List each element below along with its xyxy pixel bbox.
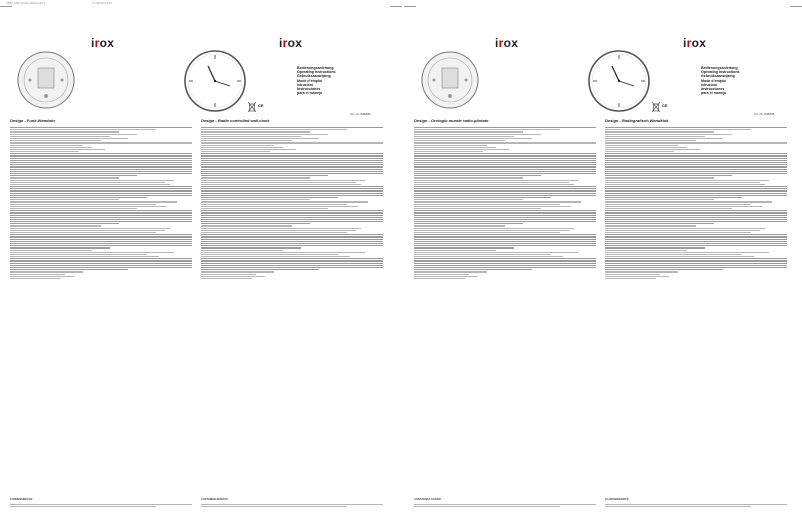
article-number: Art.-Nr. 838808 [754, 112, 775, 116]
footer-text-left [414, 503, 596, 508]
section-heading-right: Design - Radiografisch Wandklok [605, 118, 669, 123]
footer-label-right: KLANTENSERVICE [605, 498, 629, 501]
text-column-left [414, 126, 596, 280]
clock-back-illustration [420, 50, 480, 110]
irox-logo: irox [91, 36, 115, 50]
footer-text-left [10, 503, 192, 508]
section-heading-right: Design - Radio controlled wall clock [201, 118, 270, 123]
footer-text-right [605, 503, 787, 508]
section-heading-left: Design - Orologio murale radio-pilotato [414, 118, 489, 123]
weee-bin-icon [652, 102, 660, 112]
footer-label-left: KUNDENSERVICE [10, 498, 33, 501]
ce-mark: CE [258, 103, 264, 108]
article-number: Art.-Nr. 838808 [350, 112, 371, 116]
text-column-right [201, 126, 383, 280]
crop-mark [390, 6, 402, 7]
wall-clock-illustration [588, 50, 650, 112]
irox-logo: irox [683, 36, 707, 50]
print-meta-right: 17.08.15 13:47 [92, 1, 113, 5]
footer-label-right: CUSTOMER SERVICE [201, 498, 228, 501]
crop-mark [790, 6, 802, 7]
footer-label-left: ASSISTENZA CLIENTI [414, 498, 442, 501]
language-titles: Bedienungsanleitung Operating Instructions Gebruiksaanwijzing Mode d’emploi Istruzioni Instrucciones para el manejo [297, 66, 336, 96]
print-meta-left: 7552_IWK Quart 2015.indd 1 [6, 1, 45, 5]
manual-page-2 [410, 20, 796, 510]
section-heading-left: Design - Funk-Wanduhr [10, 118, 56, 123]
weee-bin-icon [248, 102, 256, 112]
language-titles: Bedienungsanleitung Operating Instructions Gebruiksaanwijzing Mode d’emploi Istruzioni Instrucciones para el manejo [701, 66, 740, 96]
text-column-left [10, 126, 192, 280]
text-column-right [605, 126, 787, 280]
crop-mark [0, 6, 12, 7]
crop-mark [404, 6, 416, 7]
footer-text-right [201, 503, 383, 508]
wall-clock-illustration [184, 50, 246, 112]
manual-page-1 [6, 20, 392, 510]
irox-logo: irox [495, 36, 519, 50]
print-header [0, 0, 802, 8]
irox-logo: irox [279, 36, 303, 50]
ce-mark: CE [662, 103, 668, 108]
clock-back-illustration [16, 50, 76, 110]
